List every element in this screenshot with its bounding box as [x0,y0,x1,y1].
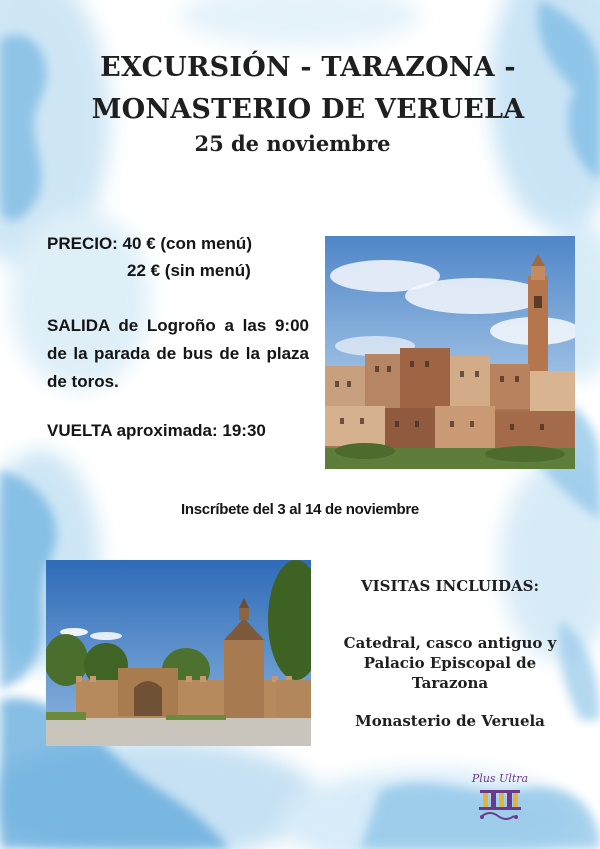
plus-ultra-logo [470,772,530,824]
signup-period: Inscríbete del 3 al 14 de noviembre [181,501,419,518]
price-without-menu: 22 € (sin menú) [127,261,251,280]
return-info: VUELTA aproximada: 19:30 [47,421,266,440]
tarazona-photo [325,236,575,469]
price-with-menu: PRECIO: 40 € (con menú) [47,234,252,253]
included-visits-title: VISITAS INCLUIDAS: [360,577,540,595]
poster-title-line2: MONASTERIO DE VERUELA [91,94,525,125]
excursion-date: 25 de noviembre [194,131,391,156]
visit-item: Catedral, casco antiguo y Palacio Episcopal de Tarazona [343,634,557,692]
logo-text: Plus Ultra [471,772,529,785]
departure-info: SALIDA de Logroño a las 9:00 de la parada de bus de la plaza de toros. [47,316,309,391]
monastery-photo [46,560,311,746]
visit-item: Monasterio de Veruela [355,712,545,730]
columns-icon [470,772,530,824]
poster-title-line1: EXCURSIÓN - TARAZONA - [100,52,516,83]
